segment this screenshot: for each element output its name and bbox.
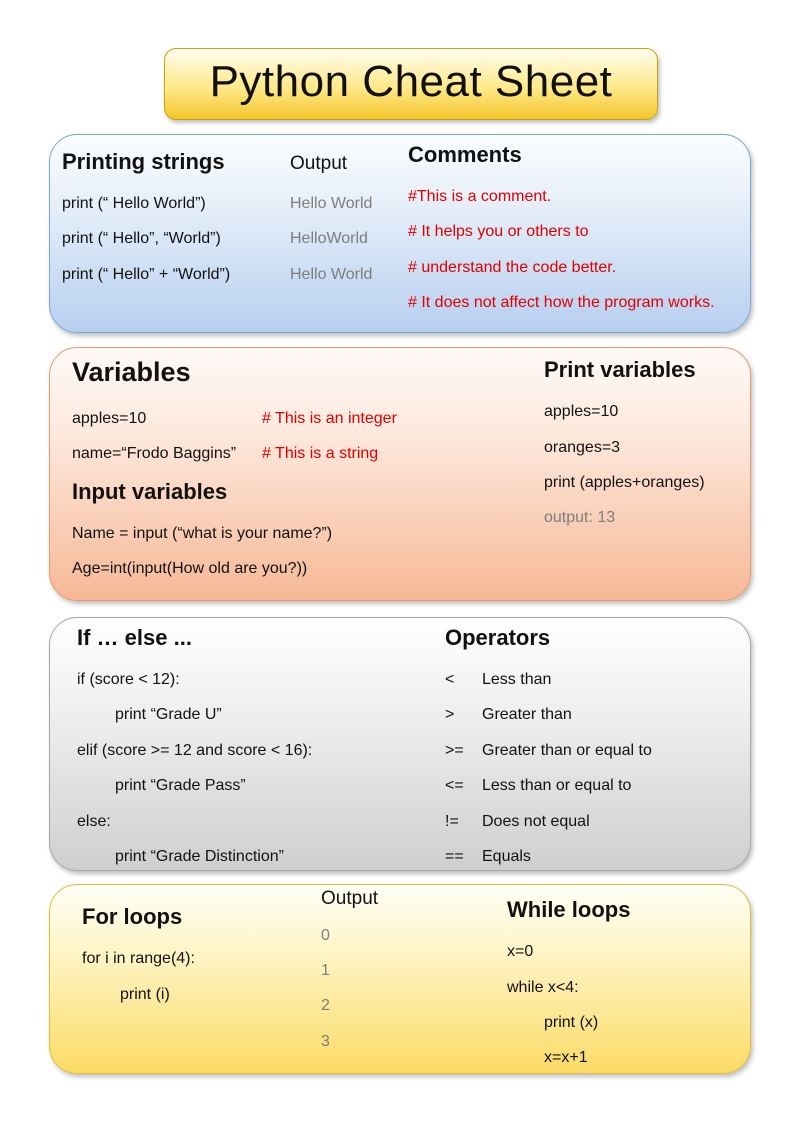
title-banner <box>164 48 658 120</box>
variables-heading: Variables <box>72 357 191 387</box>
input-code-line: Age=int(input(How old are you?)) <box>72 560 308 577</box>
for-loop-code-line: print (i) <box>120 986 170 1003</box>
comment-line: # understand the code better. <box>408 259 617 276</box>
operator-meaning: Greater than <box>482 706 572 723</box>
operator-meaning: Less than or equal to <box>482 777 632 794</box>
operator-symbol: == <box>445 848 464 865</box>
if-else-code-line: if (score < 12): <box>77 671 180 688</box>
print-code-line: print (“ Hello”, “World”) <box>62 230 221 247</box>
variable-code-line: apples=10 <box>72 410 147 427</box>
page-title: Python Cheat Sheet <box>209 57 613 106</box>
print-output-line: Hello World <box>290 195 373 212</box>
comments-heading: Comments <box>408 142 522 167</box>
operator-meaning: Less than <box>482 671 552 688</box>
printing-output-heading: Output <box>290 153 348 174</box>
if-else-code-line: print “Grade U” <box>115 706 222 723</box>
input-variables-heading: Input variables <box>72 479 228 504</box>
operator-symbol: <= <box>445 777 464 794</box>
if-else-code-line: print “Grade Distinction” <box>115 848 284 865</box>
operator-meaning: Equals <box>482 848 531 865</box>
for-loop-code-line: for i in range(4): <box>82 950 195 967</box>
comment-line: # It does not affect how the program works. <box>408 294 715 311</box>
for-loop-output-value: 3 <box>321 1033 330 1050</box>
print-output-line: HelloWorld <box>290 230 368 247</box>
for-loops-heading: For loops <box>82 904 183 929</box>
while-loop-code-line: x=0 <box>507 943 534 960</box>
variable-comment: # This is an integer <box>262 410 397 427</box>
for-loop-output-heading: Output <box>321 888 379 909</box>
variable-comment: # This is a string <box>262 445 379 462</box>
operator-meaning: Does not equal <box>482 813 590 830</box>
comment-line: # It helps you or others to <box>408 223 589 240</box>
while-loop-code-line: while x<4: <box>507 979 579 996</box>
print-variables-line: apples=10 <box>544 403 619 420</box>
if-else-code-line: print “Grade Pass” <box>115 777 246 794</box>
if-else-code-line: elif (score >= 12 and score < 16): <box>77 742 313 759</box>
comment-line: #This is a comment. <box>408 188 552 205</box>
print-output-line: Hello World <box>290 266 373 283</box>
print-code-line: print (“ Hello” + “World”) <box>62 266 231 283</box>
operator-symbol: < <box>445 671 455 688</box>
print-variables-line: print (apples+oranges) <box>544 474 705 491</box>
operator-meaning: Greater than or equal to <box>482 742 652 759</box>
for-loop-output-value: 1 <box>321 962 330 979</box>
operator-symbol: >= <box>445 742 464 759</box>
variable-code-line: name=“Frodo Baggins” <box>72 445 237 462</box>
operator-symbol: > <box>445 706 455 723</box>
print-variables-heading: Print variables <box>544 357 696 382</box>
print-variables-line: oranges=3 <box>544 439 621 456</box>
if-else-code-line: else: <box>77 813 111 830</box>
operators-heading: Operators <box>445 625 551 650</box>
print-variables-output: output: 13 <box>544 509 616 526</box>
input-code-line: Name = input (“what is your name?”) <box>72 525 333 542</box>
while-loop-code-line: print (x) <box>544 1014 599 1031</box>
for-loop-output-value: 0 <box>321 927 330 944</box>
if-else-heading: If … else ... <box>77 625 192 650</box>
while-loops-heading: While loops <box>507 897 631 922</box>
operator-symbol: != <box>445 813 459 830</box>
for-loop-output-value: 2 <box>321 997 330 1014</box>
print-code-line: print (“ Hello World”) <box>62 195 206 212</box>
printing-strings-heading: Printing strings <box>62 149 225 174</box>
while-loop-code-line: x=x+1 <box>544 1049 588 1066</box>
